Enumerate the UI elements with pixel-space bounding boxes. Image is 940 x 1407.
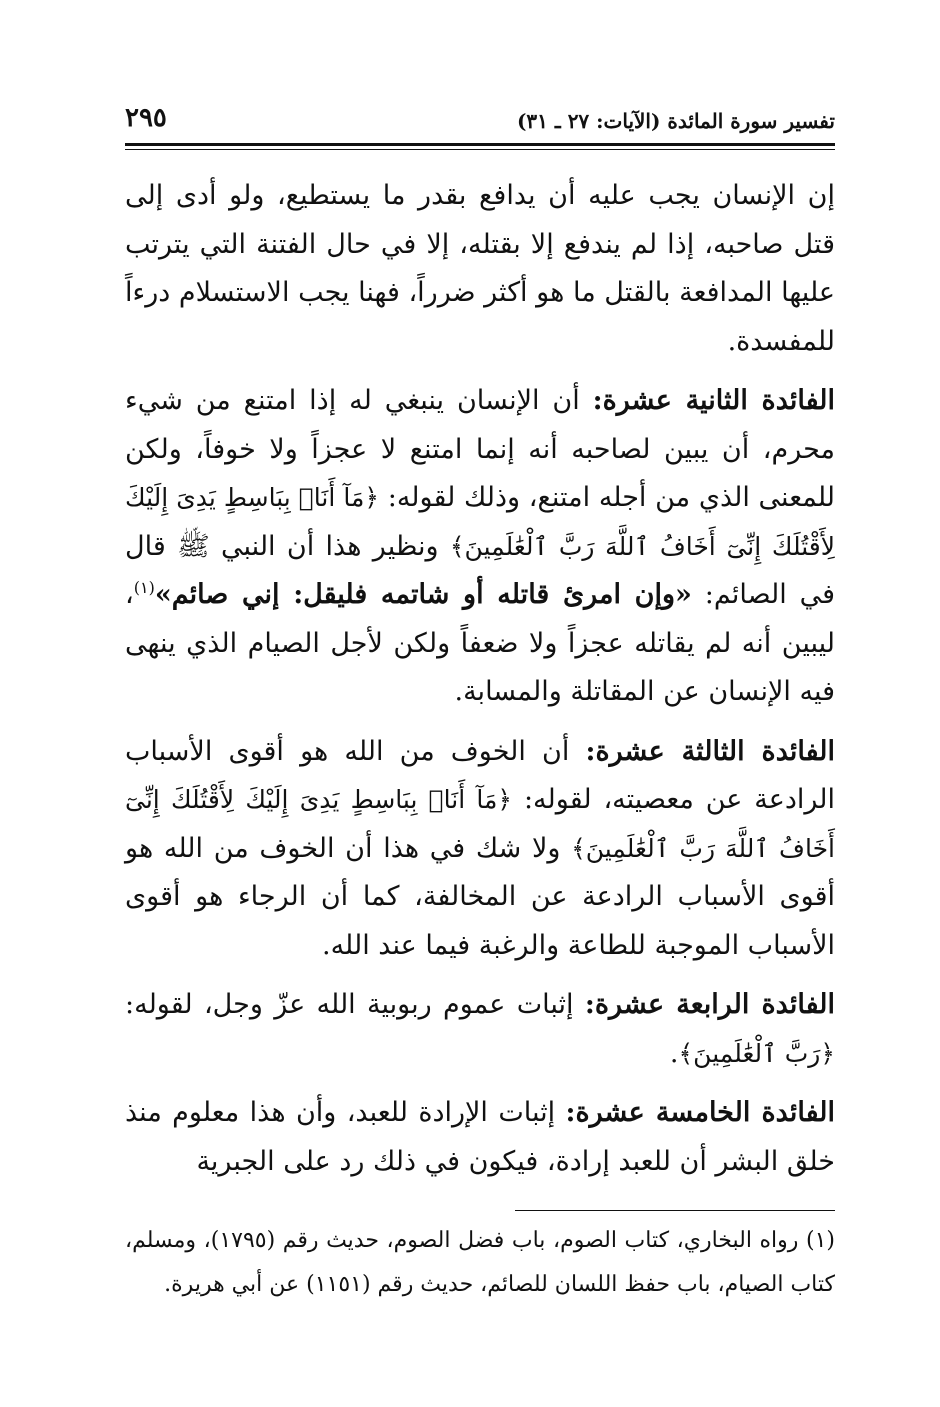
header-rule-thin <box>125 149 835 150</box>
paragraph-text: . <box>669 1037 679 1069</box>
benefit-heading: الفائدة الثالثة عشرة: <box>585 735 836 767</box>
paragraph-text: أن الإنسان ينبغي له إذا امتنع من شيء محرم، أن يبين لصاحبه أنه إنما امتنع لا عجزاً ولا خوفاً، ولكن للمعنى الذي من أجله امتنع، وذلك لقوله: <box>125 385 835 513</box>
paragraph-text: إثبات عموم ربوبية الله عزّ وجل، لقوله: <box>125 989 585 1020</box>
paragraph-1 <box>125 172 835 366</box>
paragraph-benefit-13 <box>125 728 835 971</box>
paragraph-benefit-12 <box>125 377 835 717</box>
book-page <box>125 0 835 1307</box>
quran-verse: ﴿مَآ أَنَا۠ بِبَاسِطٍ يَدِىَ إِلَيْكَ لِأَقْتُلَكَ إِنِّىٓ أَخَافُ ٱللَّهَ رَبَّ ٱلْعَٰلَمِينَ﴾ <box>125 483 835 561</box>
page-number: ٢٩٥ <box>125 103 167 133</box>
paragraph-text: ولا شك في هذا أن الخوف من الله هو أقوى الأسباب الرادعة عن المخالفة، كما أن الرجاء هو أقوى الأسباب الموجبة للطاعة والرغبة فيما عند الله. <box>125 832 835 961</box>
body-text <box>125 172 835 1186</box>
paragraph-text: إثبات الإرادة للعبد، وأن هذا معلوم منذ خلق البشر أن للعبد إرادة، فيكون في ذلك رد على الجبرية <box>125 1097 835 1177</box>
paragraph-text: إن الإنسان يجب عليه أن يدافع بقدر ما يستطيع، ولو أدى إلى قتل صاحبه، إذا لم يندفع إلا بقتله، إلا في حال الفتنة التي يترتب عليها المدافعة بالقتل ما هو أكثر ضرراً، فهنا يجب الاستسلام درءاً للمفسدة. <box>125 180 835 357</box>
header-rule-thick <box>125 143 835 146</box>
paragraph-benefit-15 <box>125 1089 835 1186</box>
paragraph-text: ونظير هذا أن النبي ﷺ قال في الصائم: <box>125 530 835 610</box>
paragraph-text: أن الخوف من الله هو أقوى الأسباب الرادعة عن معصيته، لقوله: <box>125 735 835 815</box>
paragraph-benefit-14 <box>125 981 835 1078</box>
footnote-reference: (١) <box>133 578 155 597</box>
quran-verse: ﴿رَبَّ ٱلْعَٰلَمِينَ﴾ <box>678 1038 835 1068</box>
hadith-quote: «وإن امرئ قاتله أو شاتمه فليقل: إني صائم» <box>154 579 692 610</box>
quran-verse: ﴿مَآ أَنَا۠ بِبَاسِطٍ يَدِىَ إِلَيْكَ لِأَقْتُلَكَ إِنِّىٓ أَخَافُ ٱللَّهَ رَبَّ ٱلْعَٰلَمِينَ﴾ <box>125 785 835 863</box>
benefit-heading: الفائدة الثانية عشرة: <box>592 385 835 416</box>
footnote: (١) رواه البخاري، كتاب الصوم، باب فضل الصوم، حديث رقم (١٧٩٥)، ومسلم، كتاب الصيام، باب حفظ اللسان للصائم، حديث رقم (١١٥١) عن أبي هريرة. <box>125 1228 835 1297</box>
running-title: تفسير سورة المائدة (الآيات: ٢٧ ـ ٣١) <box>516 109 835 133</box>
footnote-separator <box>515 1210 835 1211</box>
benefit-heading: الفائدة الرابعة عشرة: <box>584 989 835 1020</box>
benefit-heading: الفائدة الخامسة عشرة: <box>565 1097 835 1128</box>
page-header <box>125 93 835 133</box>
paragraph-text: ، ليبين أنه لم يقاتله عجزاً ولا ضعفاً ولكن لأجل الصيام الذي ينهى فيه الإنسان عن المقاتلة والمسابة. <box>125 579 835 707</box>
